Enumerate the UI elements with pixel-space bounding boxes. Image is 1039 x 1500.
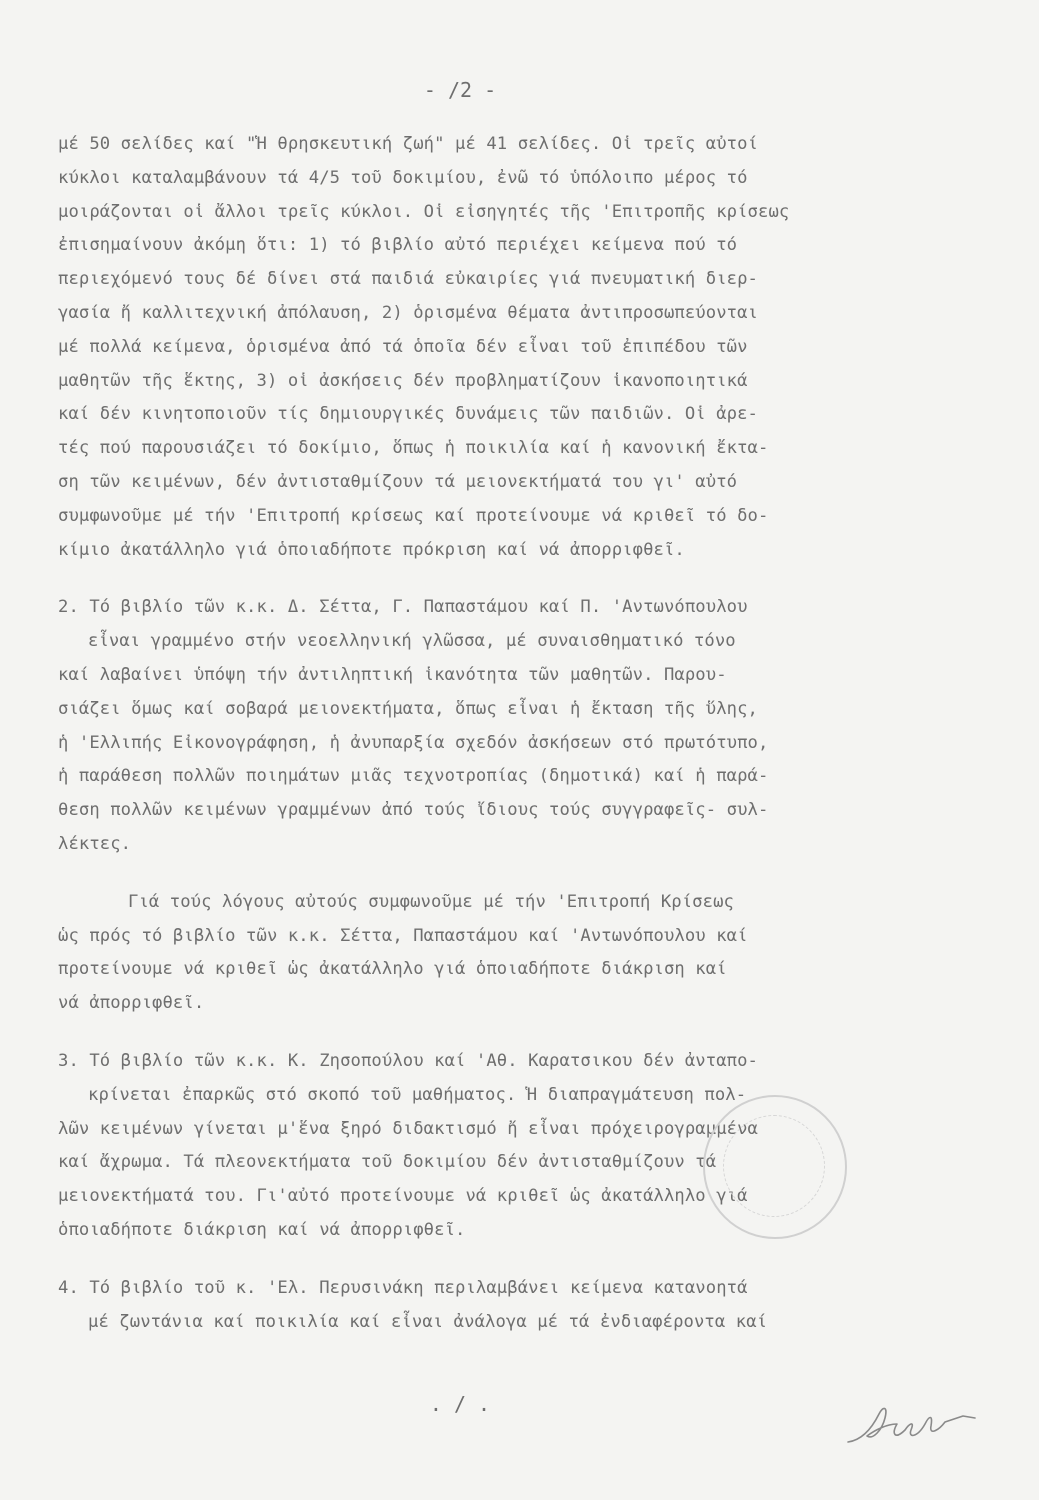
text-line: προτείνουμε νά κριθεῖ ὡς ἀκατάλληλο γιά ὁποιαδήποτε διάκριση καί	[58, 959, 727, 980]
text-line: μαθητῶν τῆς ἕκτης, 3) οἱ ἀσκήσεις δέν προβληματίζουν ἱκανοποιητικά	[58, 370, 748, 391]
text-line: Γιά τούς λόγους αὐτούς συμφωνοῦμε μέ τήν 'Επιτροπή Κρίσεως	[128, 891, 734, 912]
text-line: ὡς πρός τό βιβλίο τῶν κ.κ. Σέττα, Παπαστάμου καί 'Αντωνόπουλου καί	[58, 925, 748, 946]
page-number: - /2 -	[423, 78, 497, 102]
text-line: εἶναι γραμμένο στήν νεοελληνική γλῶσσα, μέ συναισθηματικό τόνο	[88, 631, 736, 652]
official-stamp-seal	[703, 1095, 847, 1239]
item-3	[58, 1045, 1033, 1248]
text-line: γασία ἤ καλλιτεχνική ἀπόλαυση, 2) ὁρισμένα θέματα ἀντιπροσωπεύονται	[58, 302, 758, 323]
paragraph-reasons	[58, 886, 1033, 1021]
text-line: 4. Τό βιβλίο τοῦ κ. 'Ελ. Περυσινάκη περιλαμβάνει κείμενα κατανοητά	[58, 1277, 748, 1298]
text-line: ἡ παράθεση πολλῶν ποιημάτων μιᾶς τεχνοτροπίας (δημοτικά) καί ἡ παρά-	[58, 766, 769, 787]
paragraph-continuation	[58, 128, 1033, 567]
text-line: μέ πολλά κείμενα, ὁρισμένα ἀπό τά ὁποῖα δέν εἶναι τοῦ ἐπιπέδου τῶν	[58, 336, 748, 357]
text-line: λέκτες.	[58, 833, 132, 854]
text-line: μοιράζονται οἱ ἄλλοι τρεῖς κύκλοι. Οἱ εἰσηγητές τῆς 'Επιτροπῆς κρίσεως	[58, 201, 790, 222]
paragraph-gap	[58, 862, 1033, 886]
text-line: περιεχόμενό τους δέ δίνει στά παιδιά εὐκαιρίες γιά πνευματική διερ-	[58, 269, 758, 290]
text-line: κρίνεται ἐπαρκῶς στό σκοπό τοῦ μαθήματος. Ἡ διαπραγμάτευση πολ-	[88, 1084, 747, 1105]
text-line: σιάζει ὅμως καί σοβαρά μειονεκτήματα, ὅπως εἶναι ἡ ἔκταση τῆς ὕλης,	[58, 698, 758, 719]
paragraph-gap	[58, 1021, 1033, 1045]
text-line: νά ἀπορριφθεῖ.	[58, 993, 205, 1014]
text-line: καί ἄχρωμα. Τά πλεονεκτήματα τοῦ δοκιμίου δέν ἀντισταθμίζουν τά	[58, 1152, 717, 1173]
paragraph-gap	[58, 567, 1033, 591]
item-2	[58, 591, 1033, 861]
paragraph-gap	[58, 1248, 1033, 1272]
text-line: θεση πολλῶν κειμένων γραμμένων ἀπό τούς ἴδιους τούς συγγραφεῖς- συλ-	[58, 800, 769, 821]
text-line: καί δέν κινητοποιοῦν τίς δημιουργικές δυνάμεις τῶν παιδιῶν. Οἱ ἀρε-	[58, 404, 758, 425]
text-line: μέ ζωντάνια καί ποικιλία καί εἶναι ἀνάλογα μέ τά ἐνδιαφέροντα καί	[88, 1311, 768, 1332]
item-4	[58, 1272, 1033, 1340]
document-body	[58, 128, 1033, 1339]
text-line: κίμιο ἀκατάλληλο γιά ὁποιαδήποτε πρόκριση καί νά ἀπορριφθεῖ.	[58, 539, 685, 560]
text-line: μειονεκτήματά του. Γι'αὐτό προτείνουμε νά κριθεῖ ὡς ἀκατάλληλο γιά	[58, 1186, 748, 1207]
text-line: λῶν κειμένων γίνεται μ'ἕνα ξηρό διδακτισμό ἤ εἶναι πρόχειρογραμμένα	[58, 1118, 758, 1139]
text-line: καί λαβαίνει ὑπόψη τήν ἀντιληπτική ἱκανότητα τῶν μαθητῶν. Παρου-	[58, 664, 727, 685]
text-line: συμφωνοῦμε μέ τήν 'Επιτροπή κρίσεως καί προτείνουμε νά κριθεῖ τό δο-	[58, 505, 769, 526]
text-line: κύκλοι καταλαμβάνουν τά 4/5 τοῦ δοκιμίου, ἐνῶ τό ὑπόλοιπο μέρος τό	[58, 167, 748, 188]
text-line: ση τῶν κειμένων, δέν ἀντισταθμίζουν τά μειονεκτήματά του γι' αὐτό	[58, 471, 738, 492]
continuation-mark: . / .	[429, 1392, 491, 1416]
text-line: 3. Τό βιβλίο τῶν κ.κ. Κ. Ζησοπούλου καί 'Αθ. Καρατσικου δέν ἀνταπο-	[58, 1050, 758, 1071]
text-line: ἡ 'Ελλιπής Εἰκονογράφηση, ἡ ἀνυπαρξία σχεδόν ἀσκήσεων στό πρωτότυπο,	[58, 732, 769, 753]
text-line: ἐπισημαίνουν ἀκόμη ὅτι: 1) τό βιβλίο αὐτό περιέχει κείμενα πού τό	[58, 235, 738, 256]
handwritten-signature	[845, 1400, 980, 1450]
text-line: 2. Τό βιβλίο τῶν κ.κ. Δ. Σέττα, Γ. Παπαστάμου καί Π. 'Αντωνόπουλου	[58, 597, 748, 618]
text-line: τές πού παρουσιάζει τό δοκίμιο, ὅπως ἡ ποικιλία καί ἡ κανονική ἔκτα-	[58, 438, 769, 459]
text-line: μέ 50 σελίδες καί "Ἡ θρησκευτική ζωή" μέ 41 σελίδες. Οἱ τρεῖς αὐτοί	[58, 134, 758, 154]
text-line: ὁποιαδήποτε διάκριση καί νά ἀπορριφθεῖ.	[58, 1219, 466, 1240]
